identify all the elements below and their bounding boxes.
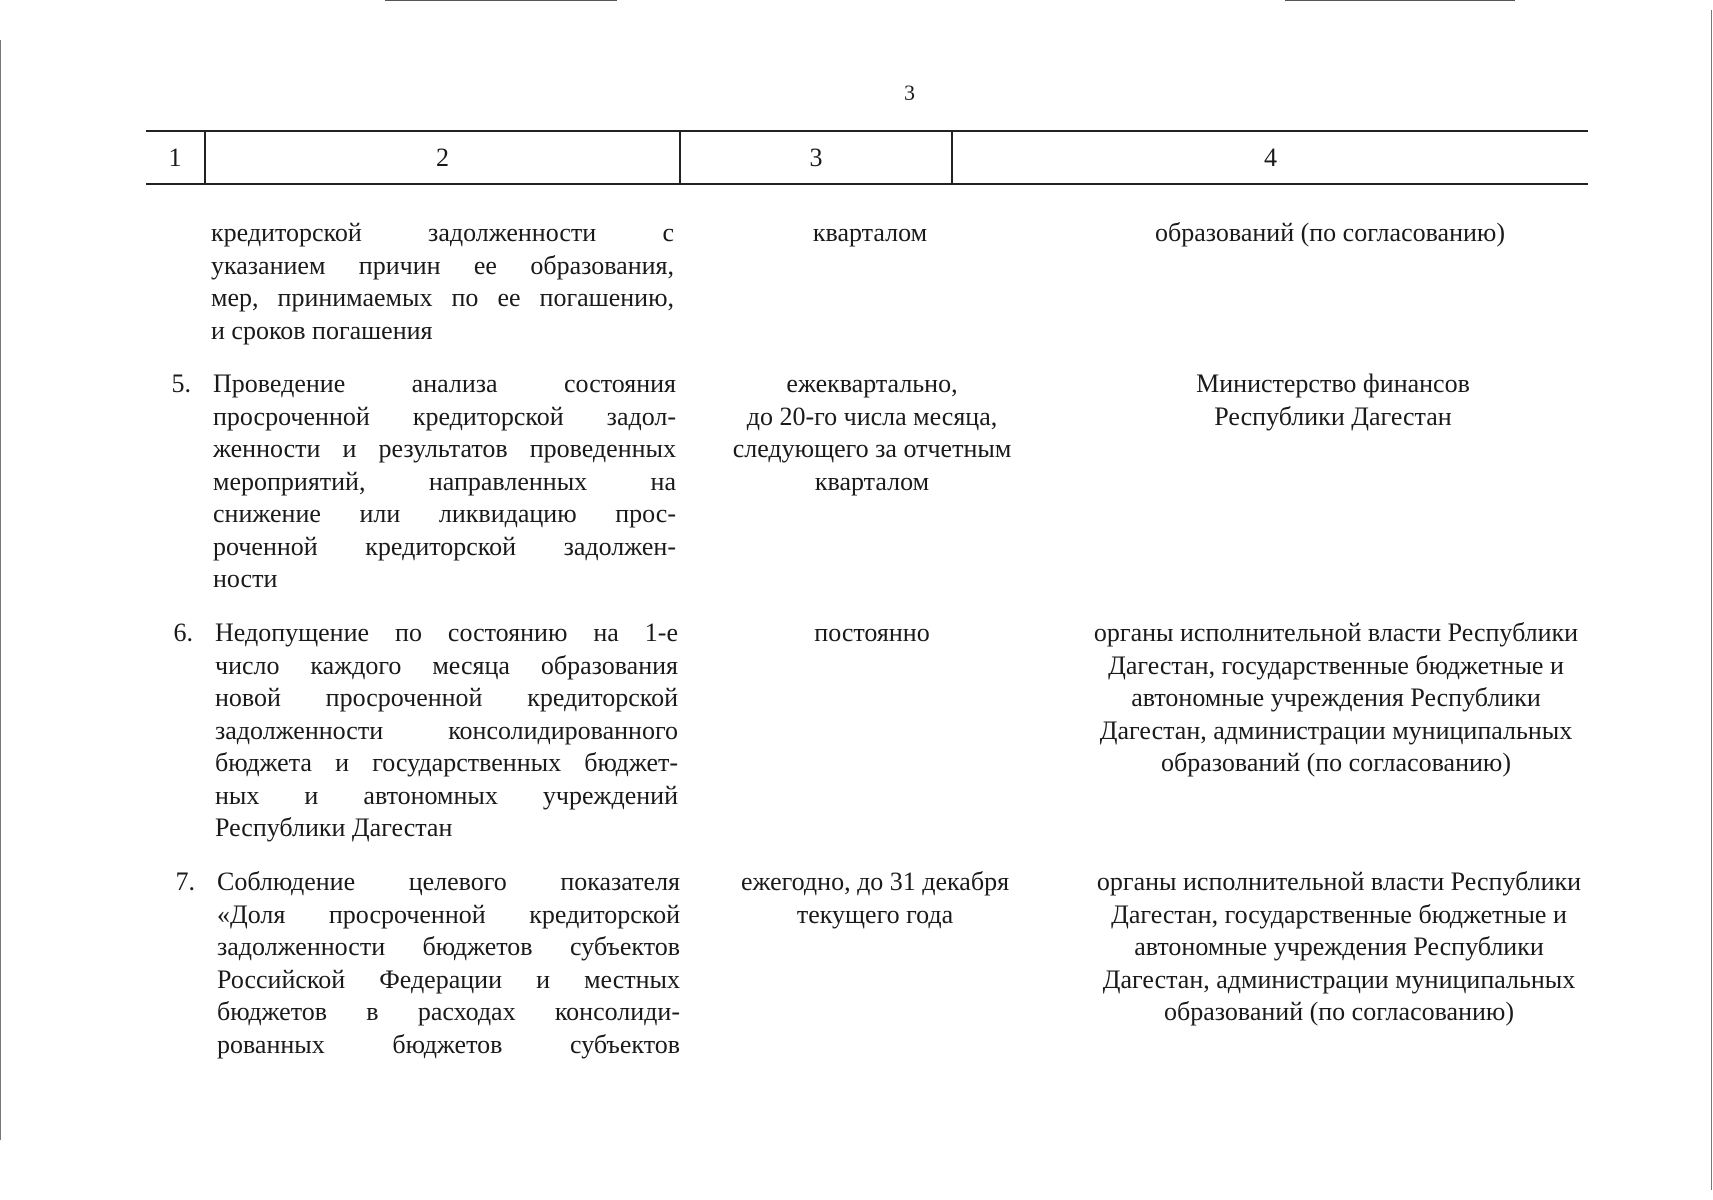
table-header-bottom-rule [146, 183, 1588, 185]
executor-line: Министерство финансов [1196, 369, 1470, 398]
row-executor [1056, 617, 1616, 780]
description-line: новой просроченной кредиторской [215, 683, 678, 712]
executor-line: автономные учреждения Республики [1131, 683, 1541, 712]
description-line: Российской Федерации и местных [217, 964, 680, 994]
scan-artifact-edge [1711, 10, 1712, 1190]
term-line: постоянно [814, 618, 930, 647]
scan-artifact-edge [0, 40, 1, 1140]
row-executor [1059, 866, 1619, 1029]
scan-artifact-line [1285, 0, 1515, 1]
row-description [211, 217, 674, 347]
description-line: мероприятий, направленных на [213, 466, 676, 496]
executor-line: Дагестан, государственные бюджетные и [1111, 899, 1567, 929]
executor-line: Дагестан, администрации муниципальных [1102, 964, 1576, 994]
row-number: 6. [173, 618, 193, 647]
term-line: кварталом [814, 466, 930, 496]
description-line: и сроков погашения [211, 315, 433, 345]
column-header-3: 3 [809, 143, 823, 172]
description-line: роченной кредиторской задолжен- [213, 531, 676, 561]
row-term [700, 217, 1040, 250]
description-line: бюджета и государственных бюджет- [215, 748, 678, 777]
row-term [702, 617, 1042, 650]
executor-line: образований (по согласованию) [1164, 997, 1514, 1026]
executor-line: Республики Дагестан [1214, 401, 1452, 431]
executor-line: Дагестан, государственные бюджетные и [1108, 650, 1564, 680]
row-term [705, 866, 1045, 931]
row-number: 7. [175, 867, 195, 896]
description-line: число каждого месяца образования [215, 650, 678, 680]
row-executor [1053, 368, 1613, 433]
executor-line: автономные учреждения Республики [1134, 932, 1544, 961]
term-line: ежеквартально, [786, 369, 958, 398]
executor-line: образований (по согласованию) [1155, 218, 1505, 247]
term-line: ежегодно, до 31 декабря [740, 867, 1010, 896]
term-line: до 20-го числа месяца, [746, 401, 998, 431]
description-line: просроченной кредиторской задол- [213, 401, 676, 431]
description-line: задолженности консолидированного [215, 715, 678, 745]
page-number: 3 [904, 80, 916, 105]
executor-line: Дагестан, администрации муниципальных [1099, 715, 1573, 745]
term-line: текущего года [796, 899, 954, 929]
description-line: Республики Дагестан [215, 813, 453, 842]
row-description [215, 617, 678, 845]
description-line: указанием причин ее образования, [211, 250, 674, 280]
column-header-1: 1 [168, 143, 182, 172]
row-term [702, 368, 1042, 498]
description-line: Проведение анализа состояния [213, 369, 676, 398]
description-line: снижение или ликвидацию прос- [213, 499, 676, 528]
executor-line: органы исполнительной власти Республики [1096, 867, 1582, 896]
row-executor [1050, 217, 1610, 250]
executor-line: образований (по согласованию) [1161, 748, 1511, 777]
row-number: 5. [171, 369, 191, 398]
description-line: рованных бюджетов субъектов [217, 1029, 680, 1059]
description-line: мер, принимаемых по ее погашению, [211, 283, 674, 312]
description-line: ности [213, 564, 278, 593]
description-line: кредиторской задолженности с [211, 218, 674, 247]
description-line: Соблюдение целевого показателя [217, 867, 680, 896]
description-line: Недопущение по состоянию на 1-е [215, 618, 678, 647]
term-line: следующего за отчетным [732, 434, 1012, 463]
description-line: задолженности бюджетов субъектов [217, 932, 680, 961]
column-header-2: 2 [436, 143, 449, 172]
description-line: бюджетов в расходах консолиди- [217, 997, 680, 1026]
description-line: «Доля просроченной кредиторской [217, 899, 680, 929]
description-line: женности и результатов проведенных [213, 434, 676, 463]
description-line: ных и автономных учреждений [215, 780, 678, 810]
row-description [217, 866, 680, 1061]
term-line: кварталом [812, 218, 928, 247]
scan-artifact-line [385, 0, 617, 1]
row-description [213, 368, 676, 596]
executor-line: органы исполнительной власти Республики [1093, 618, 1579, 647]
column-header-4: 4 [1264, 143, 1277, 172]
